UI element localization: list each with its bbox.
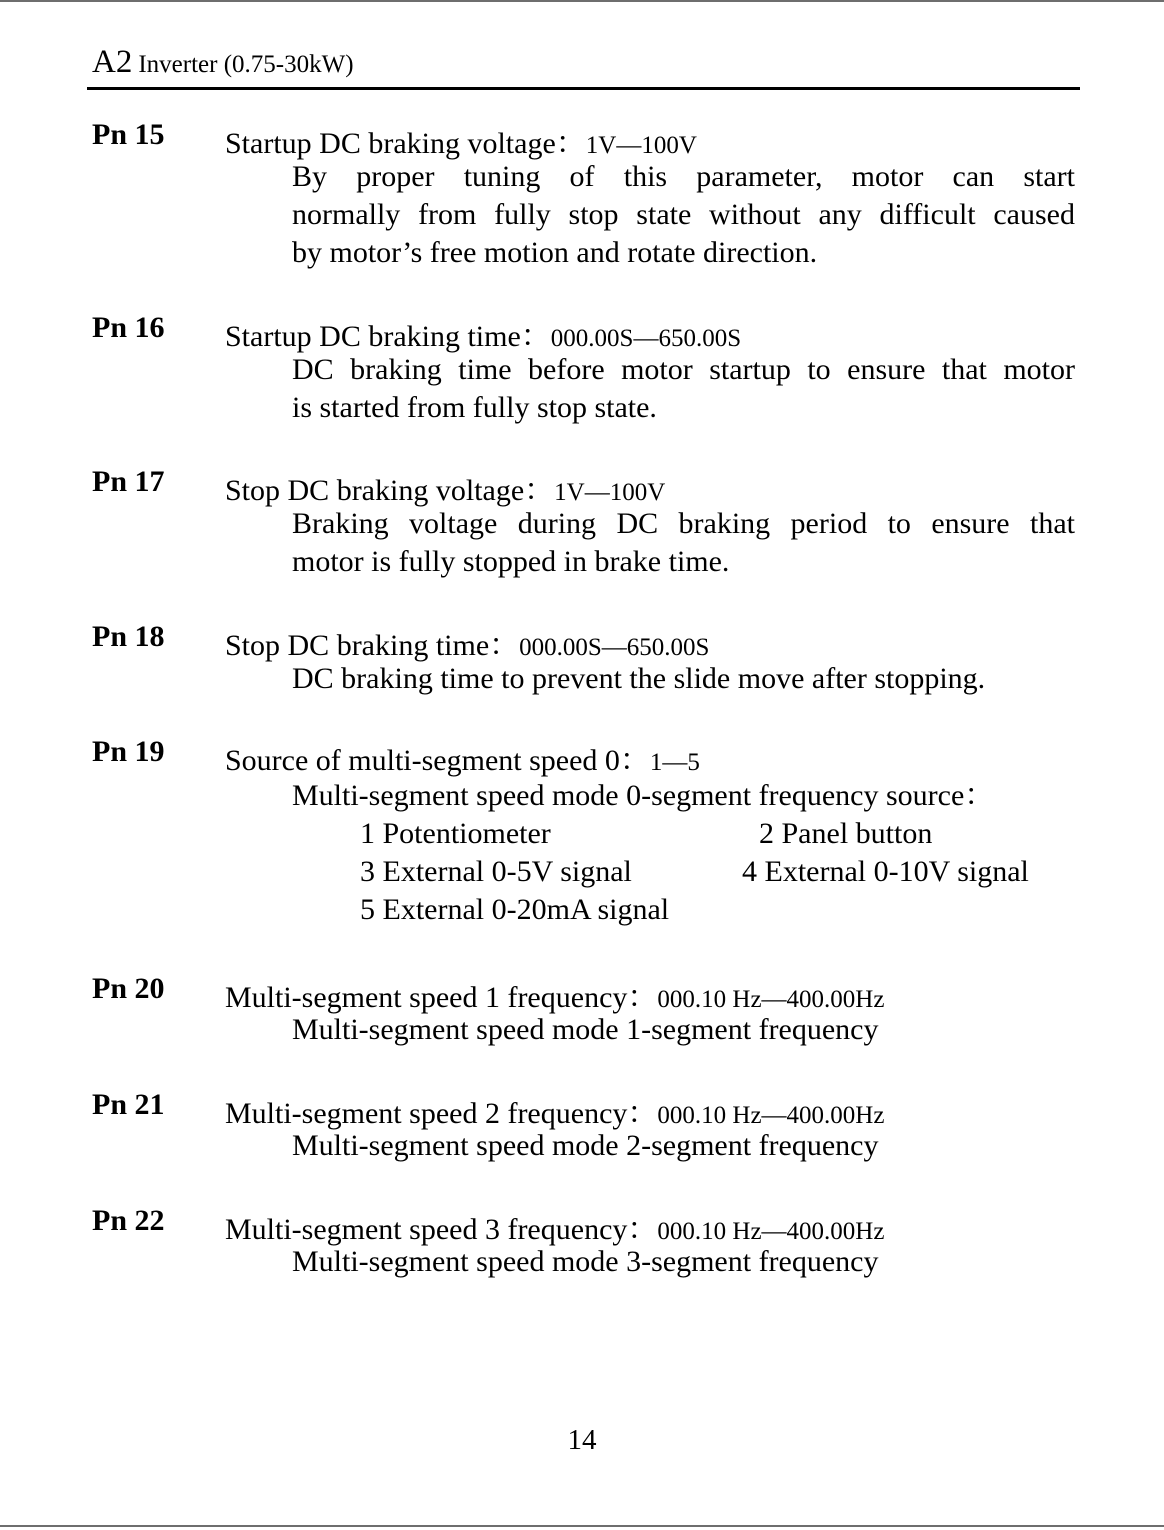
desc-line: is started from fully stop state. xyxy=(292,391,657,424)
desc-line: Multi-segment speed mode 1-segment frequency xyxy=(292,1013,879,1046)
param-title xyxy=(225,735,700,779)
param-description xyxy=(292,351,1075,427)
param-range: 1V—100V xyxy=(554,479,666,506)
option-panel-button: 2 Panel button xyxy=(759,817,933,850)
param-title-text: Multi-segment speed 1 frequency： xyxy=(225,981,658,1014)
header-rule xyxy=(87,87,1080,90)
param-description xyxy=(292,1243,1075,1281)
header-subtitle: Inverter (0.75-30kW) xyxy=(138,51,354,78)
param-range: 000.00S—650.00S xyxy=(550,325,742,352)
param-code: Pn 21 xyxy=(92,1088,165,1121)
param-description xyxy=(292,505,1075,581)
desc-line: normally from fully stop state without any difficult caused xyxy=(292,198,1075,231)
param-code: Pn 20 xyxy=(92,972,165,1005)
option-potentiometer: 1 Potentiometer xyxy=(360,817,551,850)
param-code: Pn 18 xyxy=(92,620,165,653)
param-code: Pn 16 xyxy=(92,311,165,344)
param-title xyxy=(225,465,665,509)
page-number: 14 xyxy=(567,1424,597,1456)
param-title-text: Multi-segment speed 2 frequency： xyxy=(225,1097,658,1130)
param-code: Pn 22 xyxy=(92,1204,165,1237)
param-description xyxy=(292,660,1075,698)
param-description xyxy=(292,777,1075,815)
param-range: 000.10 Hz—400.00Hz xyxy=(657,1102,885,1129)
param-title xyxy=(225,620,709,664)
param-title xyxy=(225,1204,884,1248)
option-external-0-10v: 4 External 0-10V signal xyxy=(742,855,1029,888)
desc-line: Multi-segment speed mode 2-segment frequency xyxy=(292,1129,879,1162)
param-range: 1V—100V xyxy=(585,132,697,159)
page-bottom-edge xyxy=(0,1525,1164,1527)
desc-line: DC braking time to prevent the slide move after stopping. xyxy=(292,662,986,695)
desc-line: Multi-segment speed mode 0-segment frequency source： xyxy=(292,779,995,812)
param-description xyxy=(292,1127,1075,1165)
option-external-0-5v: 3 External 0-5V signal xyxy=(360,855,632,888)
param-title-text: Source of multi-segment speed 0： xyxy=(225,744,650,777)
param-title xyxy=(225,118,697,162)
desc-line: Braking voltage during DC braking period to ensure that xyxy=(292,507,1075,540)
desc-line: motor is fully stopped in brake time. xyxy=(292,545,730,578)
param-description xyxy=(292,158,1075,272)
param-code: Pn 19 xyxy=(92,735,165,768)
option-external-0-20ma: 5 External 0-20mA signal xyxy=(360,893,670,926)
param-title-text: Startup DC braking time： xyxy=(225,320,551,353)
param-range: 1—5 xyxy=(649,749,700,776)
page-header xyxy=(92,44,354,81)
header-model: A2 xyxy=(92,44,133,80)
desc-line: by motor’s free motion and rotate direction. xyxy=(292,236,818,269)
param-code: Pn 17 xyxy=(92,465,165,498)
param-title xyxy=(225,1088,884,1132)
param-title xyxy=(225,972,884,1016)
param-title-text: Multi-segment speed 3 frequency： xyxy=(225,1213,658,1246)
param-code: Pn 15 xyxy=(92,118,165,151)
desc-line: By proper tuning of this parameter, motor can start xyxy=(292,160,1075,193)
param-description xyxy=(292,1011,1075,1049)
page-top-edge xyxy=(0,0,1164,2)
param-title-text: Stop DC braking time： xyxy=(225,629,520,662)
param-range: 000.10 Hz—400.00Hz xyxy=(657,1218,885,1245)
param-title-text: Stop DC braking voltage： xyxy=(225,474,555,507)
param-range: 000.10 Hz—400.00Hz xyxy=(657,986,885,1013)
param-title-text: Startup DC braking voltage： xyxy=(225,127,586,160)
param-title xyxy=(225,311,741,355)
desc-line: DC braking time before motor startup to ensure that motor xyxy=(292,353,1075,386)
desc-line: Multi-segment speed mode 3-segment frequency xyxy=(292,1245,879,1278)
param-range: 000.00S—650.00S xyxy=(519,634,710,661)
